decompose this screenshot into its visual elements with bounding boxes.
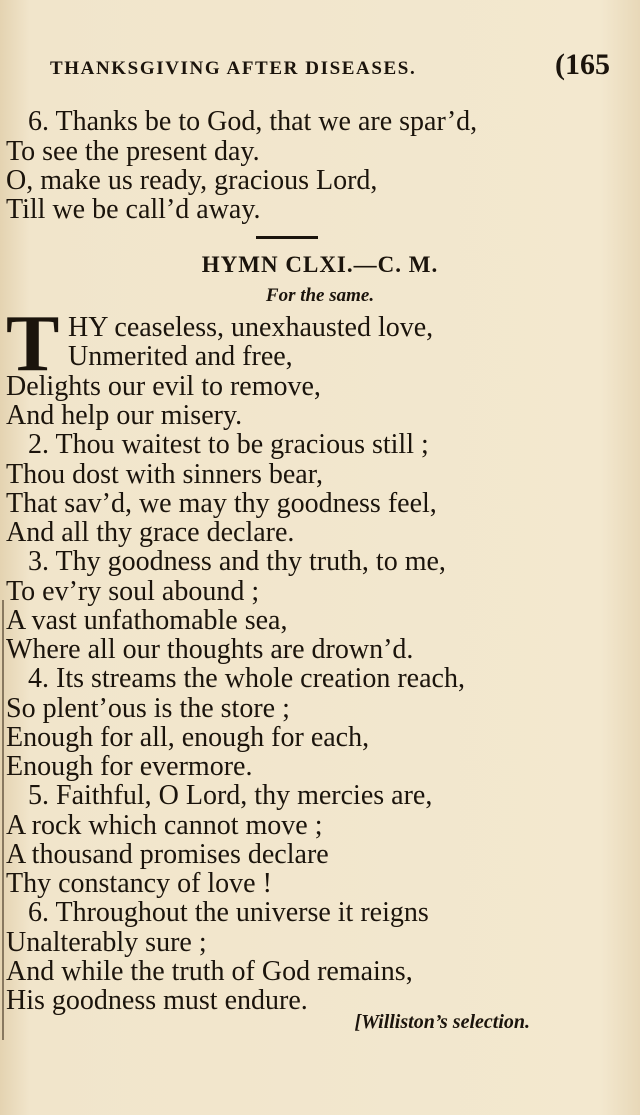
verse-line: Thy constancy of love ! — [6, 868, 272, 899]
verse-line: His goodness must endure. — [6, 985, 308, 1016]
drop-cap: T — [6, 300, 60, 388]
verse-line: 6. Throughout the universe it reigns — [28, 897, 429, 928]
verse-line: 3. Thy goodness and thy truth, to me, — [28, 546, 446, 577]
verse-line: 4. Its streams the whole creation reach, — [28, 663, 465, 694]
verse-line: O, make us ready, gracious Lord, — [6, 165, 378, 196]
verse-line: To ev’ry soul abound ; — [6, 576, 260, 607]
verse-line: A rock which cannot move ; — [6, 810, 323, 841]
verse-line: Enough for all, enough for each, — [6, 722, 370, 753]
verse-line: So plent’ous is the store ; — [6, 693, 290, 724]
attribution: [Williston’s selection. — [354, 1011, 530, 1033]
verse-line: 2. Thou waitest to be gracious still ; — [28, 429, 429, 460]
page-number: (165 — [555, 48, 610, 81]
verse-line: 6. Thanks be to God, that we are spar’d, — [28, 106, 478, 137]
verse-line: And while the truth of God remains, — [6, 956, 413, 987]
verse-line: And all thy grace declare. — [6, 517, 295, 548]
page-header — [50, 48, 610, 82]
verse-line: Unalterably sure ; — [6, 927, 207, 958]
section-divider — [256, 236, 318, 239]
hymn-title: HYMN CLXI.—C. M. — [201, 252, 439, 277]
hymn-subtitle: For the same. — [265, 285, 375, 306]
verse-line: Till we be call’d away. — [6, 194, 261, 225]
binding-gutter-shadow — [2, 600, 4, 1040]
verse-line: Thou dost with sinners bear, — [6, 459, 323, 490]
verse-line: That sav’d, we may thy goodness feel, — [6, 488, 437, 519]
verse-line: And help our misery. — [6, 400, 243, 431]
verse-line: To see the present day. — [6, 136, 260, 167]
verse-line: 5. Faithful, O Lord, thy mercies are, — [28, 780, 433, 811]
running-title: THANKSGIVING AFTER DISEASES. — [50, 58, 417, 79]
verse-line: Delights our evil to remove, — [6, 371, 321, 402]
verse-line: Unmerited and free, — [68, 341, 293, 372]
verse-line: A thousand promises declare — [6, 839, 329, 870]
verse-line: Where all our thoughts are drown’d. — [6, 634, 414, 665]
verse-line: Enough for evermore. — [6, 751, 253, 782]
verse-line: A vast unfathomable sea, — [6, 605, 288, 636]
verse-line: HY ceaseless, unexhausted love, — [68, 312, 434, 343]
